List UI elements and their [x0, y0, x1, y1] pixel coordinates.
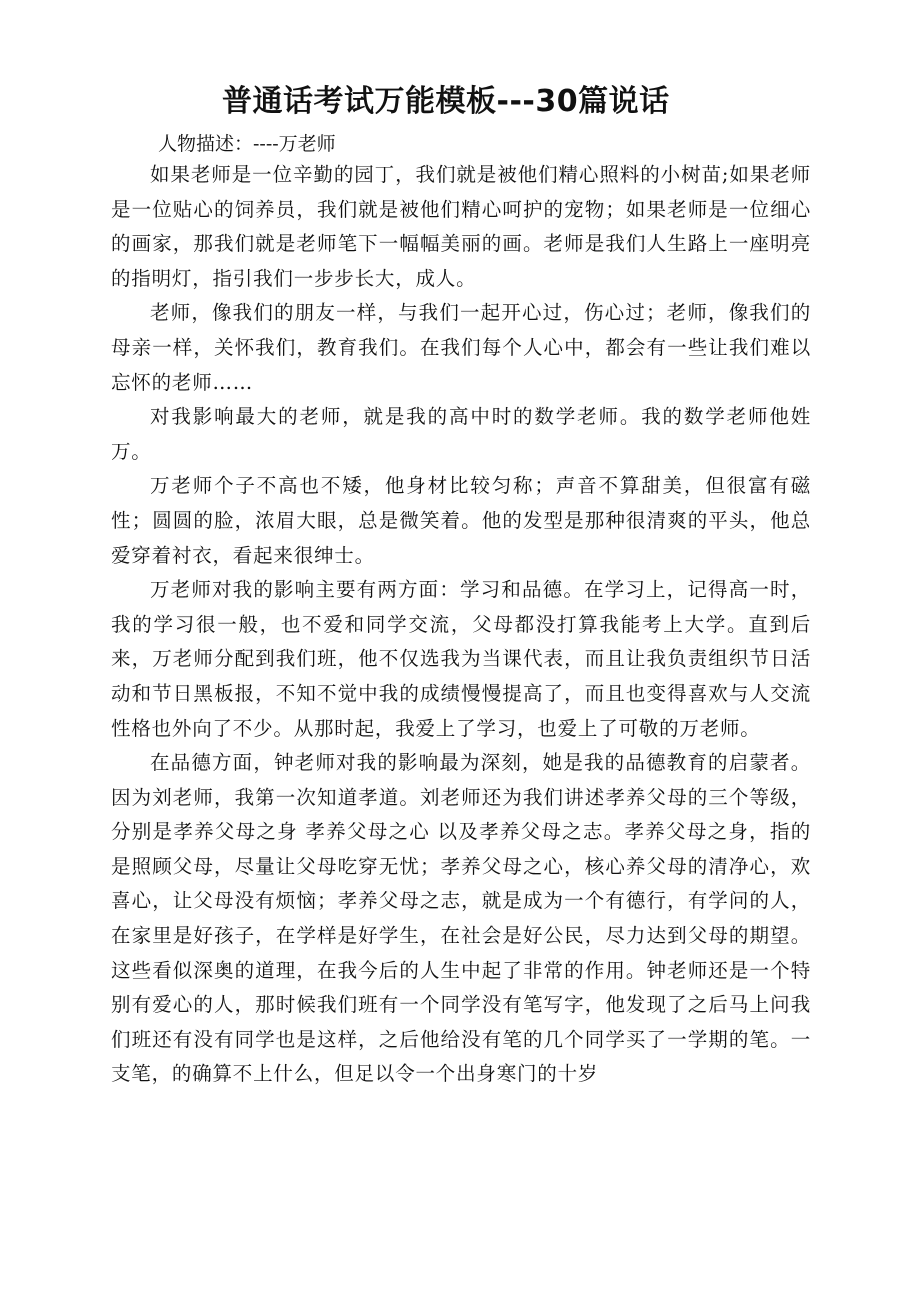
document-subtitle: 人物描述：----万老师: [158, 133, 336, 155]
paragraph-5: 万老师对我的影响主要有两方面：学习和品德。在学习上，记得高一时，我的学习很一般，也不爱和同学交流，父母都没打算我能考上大学。直到后来，万老师分配到我们班，他不仅选我为当课代表，而且让我负责组织节日活动和节日黑板报，不知不觉中我的成绩慢慢提高了，而且也变得喜欢与人交流性格也外向了不少。从那时起，我爱上了学习，也爱上了可敬的万老师。: [111, 578, 811, 740]
paragraph-3: 对我影响最大的老师，就是我的高中时的数学老师。我的数学老师他姓万。: [111, 405, 811, 463]
paragraph-1: 如果老师是一位辛勤的园丁，我们就是被他们精心照料的小树苗;如果老师是一位贴心的饲养员，我们就是被他们精心呵护的宠物；如果老师是一位细心的画家，那我们就是老师笔下一幅幅美丽的画。老师是我们人生路上一座明亮的指明灯，指引我们一步步长大，成人。: [111, 163, 811, 290]
paragraph-4: 万老师个子不高也不矮，他身材比较匀称；声音不算甜美，但很富有磁性；圆圆的脸，浓眉大眼，总是微笑着。他的发型是那种很清爽的平头，他总爱穿着衬衣，看起来很绅士。: [111, 474, 811, 567]
document-body: [111, 158, 811, 1092]
paragraph-2: 老师，像我们的朋友一样，与我们一起开心过，伤心过；老师，像我们的母亲一样，关怀我们，教育我们。在我们每个人心中，都会有一些让我们难以忘怀的老师……: [111, 301, 811, 394]
document-title: 普通话考试万能模板---30篇说话: [222, 84, 670, 119]
paragraph-6: 在品德方面，钟老师对我的影响最为深刻，她是我的品德教育的启蒙者。因为刘老师，我第一次知道孝道。刘老师还为我们讲述孝养父母的三个等级，分别是孝养父母之身 孝养父母之心 以及孝养父母之志。孝养父母之身，指的是照顾父母，尽量让父母吃穿无忧；孝养父母之心，核心养父母的清净心，欢喜心，让父母没有烦恼；孝养父母之志，就是成为一个有德行，有学问的人，在家里是好孩子，在学样是好学生，在社会是好公民，尽力达到父母的期望。这些看似深奥的道理，在我今后的人生中起了非常的作用。钟老师还是一个特别有爱心的人，那时候我们班有一个同学没有笔写字，他发现了之后马上问我们班还有没有同学也是这样，之后他给没有笔的几个同学买了一学期的笔。一支笔，的确算不上什么，但足以令一个出身寒门的十岁: [111, 751, 811, 1086]
